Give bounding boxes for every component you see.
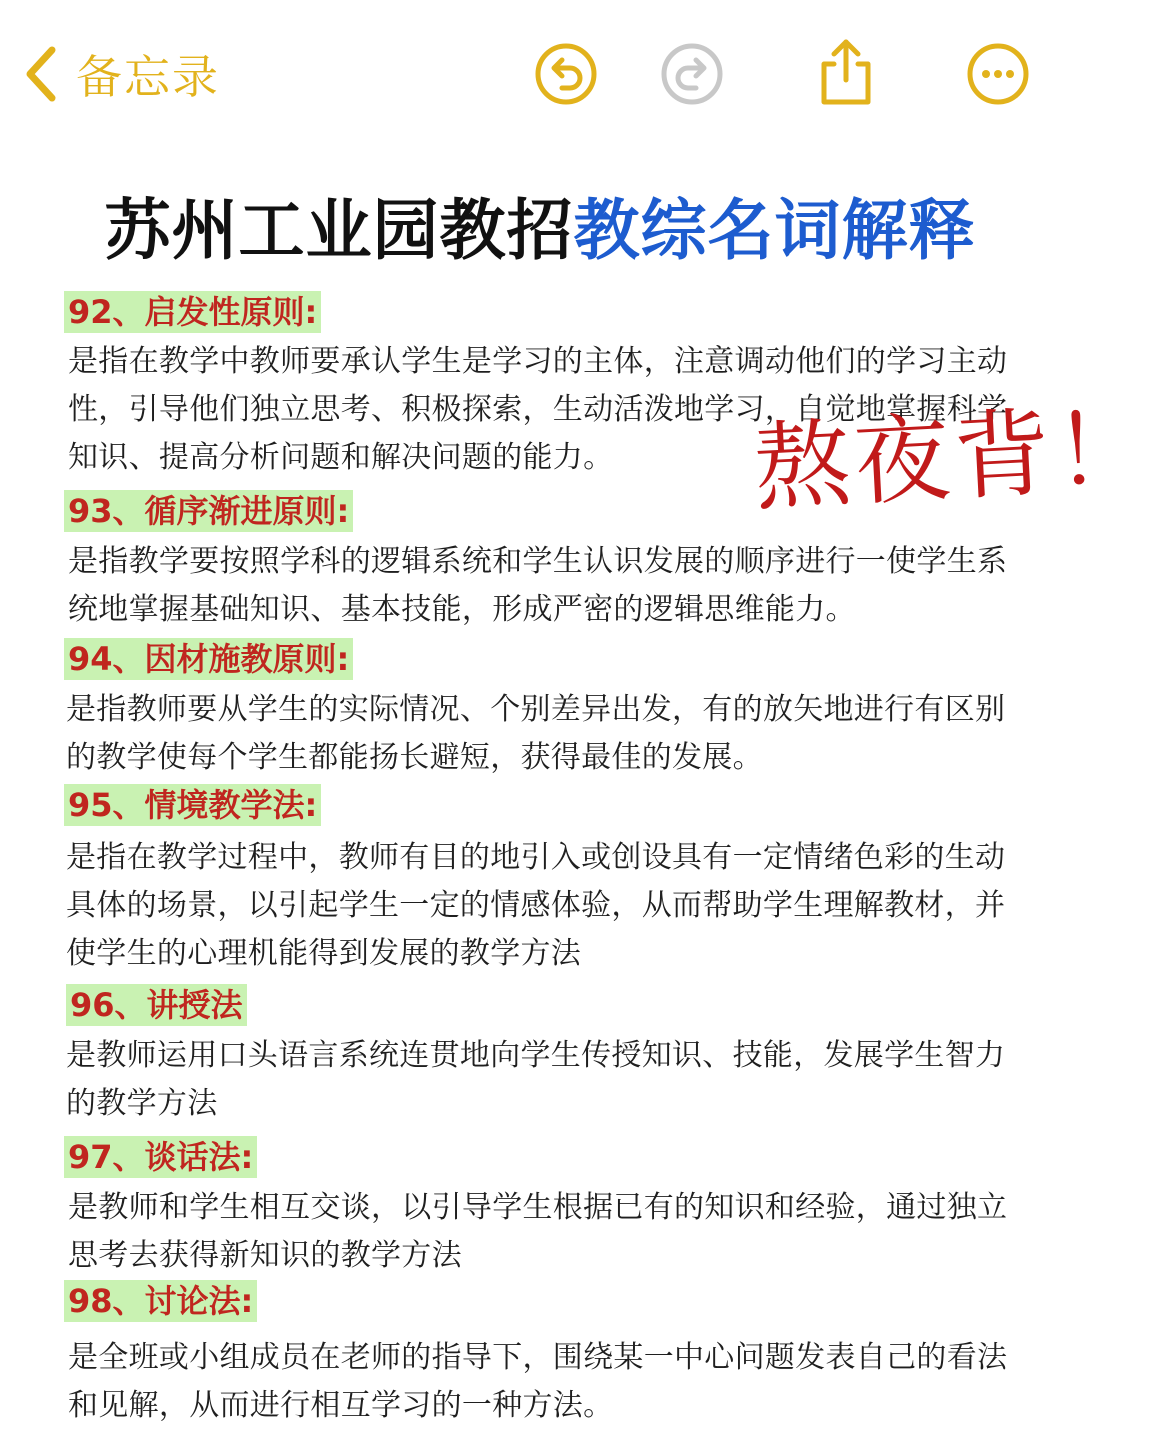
share-icon: [814, 34, 878, 108]
stamp-annotation: 熬夜背！: [751, 391, 1157, 525]
term-heading: 94、因材施教原则:: [64, 638, 353, 680]
term-heading: 98、讨论法:: [64, 1280, 257, 1322]
chevron-left-icon: [22, 44, 58, 104]
more-button[interactable]: [966, 42, 1030, 106]
navigation-bar: [0, 0, 1080, 150]
term-heading: 95、情境教学法:: [64, 784, 321, 826]
title-part-2: 教综名词解释: [573, 191, 976, 269]
term-body: 是全班或小组成员在老师的指导下，围绕某一中心问题发表自己的看法和见解，从而进行相互学习的一种方法。: [68, 1340, 1008, 1423]
redo-button[interactable]: [660, 42, 724, 106]
redo-icon: [660, 42, 724, 106]
undo-icon: [534, 42, 598, 106]
term-heading: 92、启发性原则:: [64, 291, 321, 333]
term-body: 是指在教学中教师要承认学生是学习的主体，注意调动他们的学习主动性，引导他们独立思考、积极探索，生动活泼地学习，自觉地掌握科学知识、提高分析问题和解决问题的能力。: [68, 344, 1008, 475]
term-body: 是指在教学过程中，教师有目的地引入或创设具有一定情绪色彩的生动具体的场景，以引起学生一定的情感体验，从而帮助学生理解教材，并使学生的心理机能得到发展的教学方法: [66, 840, 1006, 971]
term-body: 是指教学要按照学科的逻辑系统和学生认识发展的顺序进行一使学生系统地掌握基础知识、基本技能，形成严密的逻辑思维能力。: [68, 544, 1008, 627]
back-button[interactable]: [22, 36, 220, 112]
title-part-1: 苏州工业园教招: [104, 191, 574, 269]
ellipsis-icon: [966, 42, 1030, 106]
term-body: 是指教师要从学生的实际情况、个别差异出发，有的放矢地进行有区别的教学使每个学生都能扬长避短，获得最佳的发展。: [66, 692, 1006, 775]
term-heading: 97、谈话法:: [64, 1136, 257, 1178]
back-label: 备忘录: [76, 50, 220, 104]
note-title: [0, 186, 1080, 274]
undo-button[interactable]: [534, 42, 598, 106]
share-button[interactable]: [814, 34, 878, 98]
term-body: 是教师和学生相互交谈，以引导学生根据已有的知识和经验，通过独立思考去获得新知识的教学方法: [68, 1190, 1008, 1273]
term-body: 是教师运用口头语言系统连贯地向学生传授知识、技能，发展学生智力的教学方法: [66, 1038, 1006, 1121]
term-heading: 93、循序渐进原则:: [64, 490, 353, 532]
term-heading: 96、讲授法: [66, 984, 247, 1026]
